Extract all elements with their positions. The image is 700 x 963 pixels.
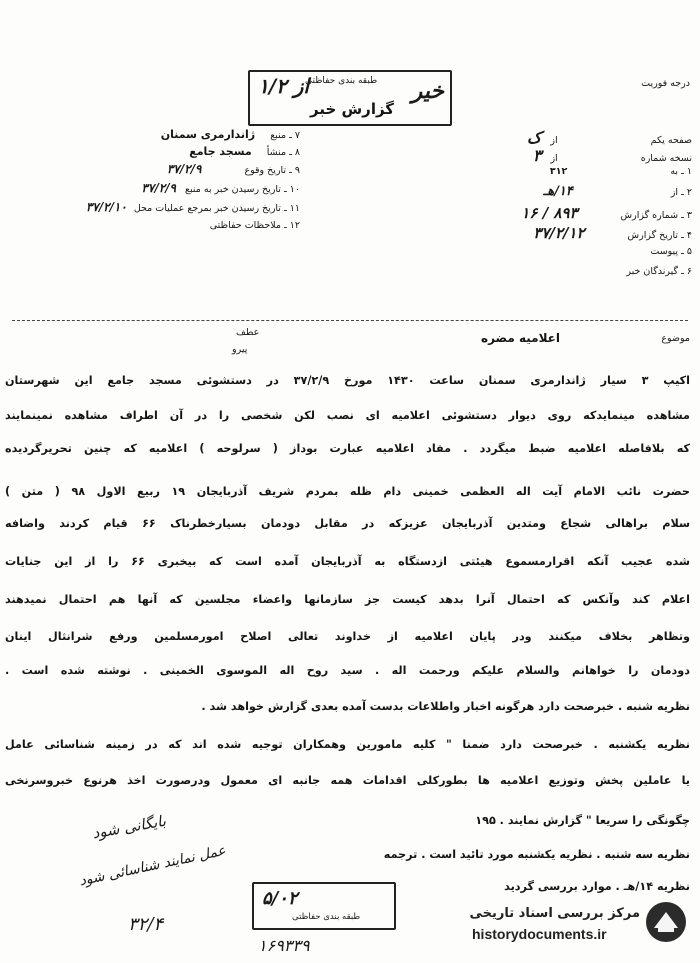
body-line: وتظاهر بخلاف میکنند ودر پایان اعلامیه از خداوند تعالی اصلاح امورمسلمین ورفع شرانثال اینان <box>5 630 690 643</box>
body-line: نظریه ۱۴/هـ . موارد بررسی گردید <box>504 880 690 893</box>
stamp-handwriting-left: از ۱/۲ <box>258 74 309 98</box>
stamp-title: گزارش خبر <box>310 100 395 118</box>
bottom-stamp-classification: طبقه بندی حفاظتی <box>292 912 361 922</box>
field-event-date: ۹ ـ تاریخ وقوع ۳۷/۲/۹ <box>166 162 300 176</box>
body-line: دودمان را خواهانم والسلام علیکم ورحمت اله . سید روح اله الموسوی الخمینی . نوشته شده است . <box>5 664 690 677</box>
body-line: مشاهده مینمایدکه روی دیوار دستشوئی اعلامیه ای نصب لکن شخصی را در آن اطراف مشاهده نمینمایند <box>5 409 690 422</box>
field-report-date: ۴ ـ تاریخ گزارش ۳۷/۲/۱۲ <box>533 224 692 242</box>
field-security-notes: ۱۲ ـ ملاحظات حفاظتی <box>209 220 300 231</box>
body-line: نظریه سه شنبه . نظریه یکشنبه مورد تائید است . ترجمه <box>383 848 690 861</box>
field-source: ۷ ـ منبع ژاندارمری سمنان <box>160 128 300 141</box>
body-line: که بلافاصله اعلامیه ضبط میگردد . مفاد اعلامیه عبارت بوداز ( سرلوحه ) اعلامیه که چنین تحریرگردیده <box>5 442 690 455</box>
subject-value: اعلامیه مضره <box>480 331 560 345</box>
field-page: صفحه یکم از ک <box>527 128 692 147</box>
body-line: شده عجیب آنکه اقرارمسموع هیئتی ازدستگاه به آذربایجان آمده است که بیخبری ۶۶ را از این جنایات <box>5 555 690 568</box>
body-line: چگونگی را سریعا " گزارش نمایند . ۱۹۵ <box>475 814 690 827</box>
stamp-classification: طبقه بندی حفاظتی <box>305 76 378 86</box>
handwritten-note: ۳۲/۴ <box>128 914 164 935</box>
bottom-stamp <box>252 882 396 930</box>
body-line: نظریه یکشنبه . خبرصحت دارد ضمنا " کلیه مامورین وهمکاران توجیه شده اند که در زمینه شناسائی عامل <box>5 738 690 751</box>
priority-label: درجه فوریت <box>641 78 690 89</box>
report-stamp <box>248 70 452 126</box>
body-line: سلام براهالی شجاع ومتدین آذربایجان عزیزکه در مقابل دودمان بسیارخطرناک ۶۶ قیام کردند واضافه <box>5 517 690 530</box>
bottom-stamp-handwriting: ۵/۰۲ <box>262 888 298 909</box>
peyro-label: پیرو <box>232 344 248 355</box>
field-recipients: ۶ ـ گیرندگان خبر <box>626 266 692 277</box>
field-to: ۱ ـ به ۳۱۲ <box>549 166 692 177</box>
field-attachment: ۵ ـ پیوست <box>650 246 692 257</box>
separator-line <box>12 320 688 321</box>
field-report-number: ۳ ـ شماره گزارش ۸۹۳ / ۱۶ <box>521 204 692 222</box>
field-from: ۲ ـ از ۱۴/هـ <box>543 184 692 199</box>
body-line: یا عاملین پخش وتوزیع اعلامیه ها بطورکلی اقدامات همه جانبه ای معمول ودرصورت اخذ هرنوع خبروسرنخی <box>5 774 690 787</box>
field-received-source: ۱۰ ـ تاریخ رسیدن خبر به منبع ۳۷/۲/۹ <box>141 181 300 195</box>
handwritten-note: عمل نمایند شناسائی شود <box>77 842 228 890</box>
subject-label: موضوع <box>661 333 690 344</box>
archive-logo-icon <box>644 900 688 944</box>
watermark-url: historydocuments.ir <box>472 926 607 942</box>
watermark <box>432 898 694 958</box>
stamp-handwriting-right: خیر <box>411 78 444 104</box>
handwritten-note: بایگانی شود <box>91 811 168 843</box>
body-line: حضرت نائب الامام آیت اله العظمی خمینی دام ظله بمردم شریف آذربایجان ۱۹ ربیع الاول ۹۸ ( متن ) <box>5 485 690 498</box>
atf-label: عطف <box>236 327 260 338</box>
body-line: اعلام کند وآنکس که احتمال آنرا بدهد کیست جز سازمانها واعضاء مجلسین که آنها هم احتمال نمیدهند <box>5 593 690 606</box>
body-line: اکیپ ۳ سیار ژاندارمری سمنان ساعت ۱۴۳۰ مورخ ۳۷/۲/۹ در دستشوئی مسجد جامع این شهرستان <box>5 374 691 387</box>
watermark-title: مرکز بررسی اسناد تاریخی <box>469 906 640 921</box>
handwritten-number: ۱۶۹۳۳۹ <box>258 936 310 955</box>
field-received-ops: ۱۱ ـ تاریخ رسیدن خبر بمرجع عملیات محل ۳۷/۲/۱۰ <box>85 200 300 214</box>
body-line: نظریه شنبه . خبرصحت دارد هرگونه اخبار واطلاعات بدست آمده بعدی گزارش خواهد شد . <box>201 700 690 713</box>
field-origin: ۸ ـ منشأ مسجد جامع <box>189 145 300 158</box>
field-copy-number: نسخه شماره از ۳ <box>532 146 692 165</box>
